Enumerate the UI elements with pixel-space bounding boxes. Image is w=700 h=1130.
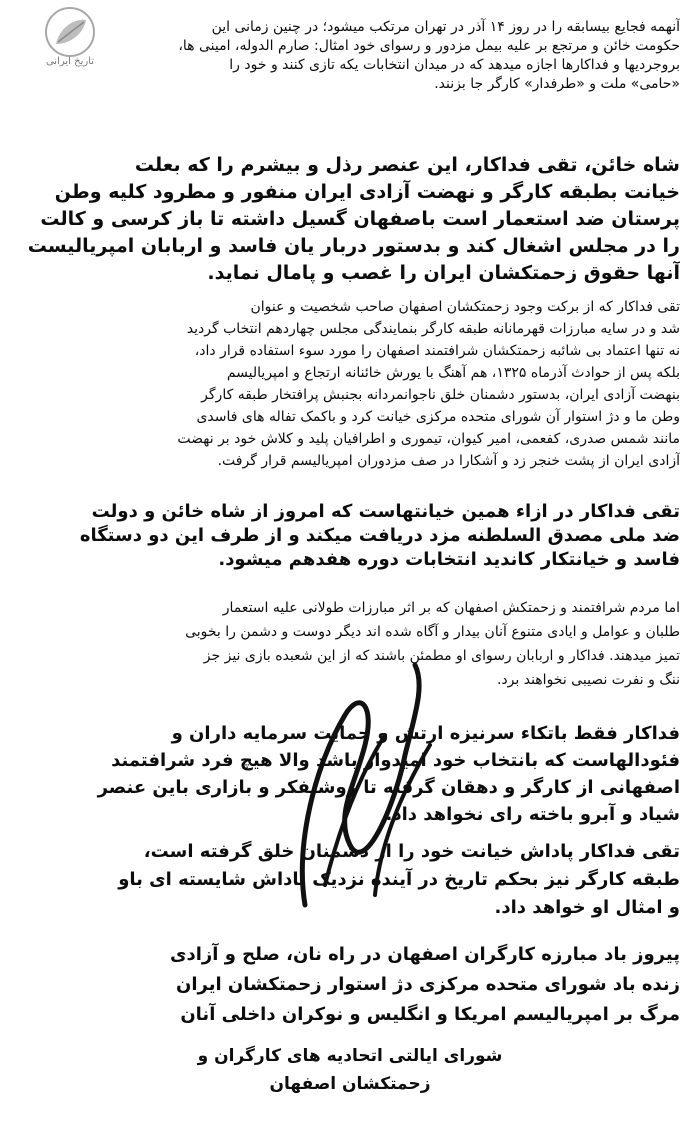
reward-paragraph — [28, 500, 680, 572]
slogans — [40, 940, 680, 1030]
text-line: تمیز میدهند. فداکار و اربابان رسوای او مطمئن باشند که از این شعبده بازی نیز جز — [203, 648, 680, 664]
text-line: فاسد و خیانتکار کاندید انتخابات دوره هفدهم میشود. — [218, 549, 680, 570]
slogan-line: زنده باد شورای متحده مرکزی دژ استوار زحمتکشان ایران — [176, 974, 680, 995]
text-line: آنهمه فجایع بیسابقه را در روز ۱۴ آذر در تهران مرتکب میشود؛ در چنین زمانی این — [211, 19, 680, 35]
text-line: پرستان ضد استعمار است باصفهان گسیل داشته تا باز کرسی و کالت — [40, 208, 680, 230]
slogan-line: مرگ بر امپریالیسم امریکا و انگلیس و نوکران داخلی آنان — [180, 1004, 680, 1025]
slogan-line: پیروز باد مبارزه کارگران اصفهان در راه نان، صلح و آزادی — [169, 944, 680, 965]
people-paragraph — [30, 596, 680, 692]
army-paragraph — [28, 720, 680, 828]
punishment-paragraph — [28, 838, 680, 922]
text-line: فئودالهاست که بانتخاب خود امیدوار باشد والا هیچ فرد شرافتمند — [111, 750, 680, 771]
text-line: نه تنها اعتماد بی شائبه زحمتکشان شرافتمند اصفهان را مورد سوء استفاده قرار داد، — [194, 343, 680, 359]
text-line: شد و در سایه مبارزات قهرمانانه طبقه کارگر بنمایندگی مجلس چهاردهم انتخاب گردید — [186, 321, 680, 337]
text-line: تقی فداکار که از برکت وجود زحمتکشان اصفهان صاحب شخصیت و عنوان — [250, 299, 680, 315]
text-line: شاه خائن، تقی فداکار، این عنصر رذل و بیشرم را که بعلت — [134, 154, 680, 176]
text-line: تقی فداکار پاداش خیانت خود را از دشمنان خلق گرفته است، — [143, 841, 680, 862]
signature-block — [100, 1042, 600, 1098]
text-line: را در مجلس اشغال کند و بدستور دربار یان فاسد و اربابان امپریالیست — [28, 235, 680, 257]
text-line: بلکه پس از حوادث آذرماه ۱۳۲۵، هم آهنگ با یورش خائنانه ارتجاع و امپریالیسم — [226, 365, 680, 381]
text-line: طلبان و عوامل و ایادی متنوع آنان بیدار و آگاه شده اند دیگر دوست و دشمن را بخوبی — [185, 624, 680, 640]
text-line: تقی فداکار در ازاء همین خیانتهاست که امروز از شاه خائن و دولت — [91, 501, 680, 522]
watermark-text: تاریخ ایرانی — [45, 56, 95, 67]
text-line: خیانت بطبقه کارگر و نهضت آزادی ایران منفور و مطرود کلیه وطن — [54, 181, 680, 203]
intro-paragraph — [70, 18, 680, 94]
text-line: وطن ما و دژ استوار آن شورای متحده مرکزی خیانت کرد و باکمک تفاله های فاسدی — [196, 409, 680, 425]
shah-khaen-paragraph — [28, 152, 680, 287]
text-line: ضد ملی مصدق السلطنه مزد دریافت میکند و از طرف این دو دستگاه — [79, 525, 680, 546]
text-line: اما مردم شرافتمند و زحمتکش اصفهان که بر اثر مبارزات طولانی علیه استعمار — [222, 600, 680, 616]
signature-line: زحمتکشان اصفهان — [269, 1074, 431, 1094]
text-line: بروجردیها و فداکارها اجازه میدهد که در میدان انتخابات یکه تازی کنند و خود را — [229, 57, 680, 73]
text-line: مانند شمس صدری، کفعمی، امیر کیوان، تیموری و اطرافیان پلید و کلاش خود بر نهضت — [177, 431, 680, 447]
text-line: شیاد و آبرو باخته رای نخواهد داد. — [385, 804, 680, 825]
text-line: فداکار فقط باتکاء سرنیزه ارتش و حمایت سرمایه داران و — [171, 723, 680, 744]
text-line: آنها حقوق زحمتکشان ایران را غصب و پامال نماید. — [207, 262, 680, 284]
text-line: آزادی ایران از پشت خنجر زد و آشکارا در صف مزدوران امپریالیسم قرار گرفت. — [217, 453, 680, 469]
history-paragraph — [30, 296, 680, 472]
text-line: طبقه کارگر نیز بحکم تاریخ در آینده نزدیک پاداش شایسته ای باو — [118, 869, 680, 890]
text-line: اصفهانی از کارگر و دهقان گرفته تا روشنفکر و بازاری باین عنصر — [97, 777, 680, 798]
text-line: «حامی» ملت و «طرفدار» کارگر جا بزنند. — [434, 76, 680, 92]
text-line: و امثال او خواهد داد. — [494, 897, 680, 918]
text-line: ننگ و نفرت نصیبی نخواهند برد. — [496, 672, 680, 688]
signature-line: شورای ایالتی اتحادیه های کارگران و — [197, 1046, 503, 1066]
text-line: حکومت خائن و مرتجع بر علیه بیمل مزدور و رسوای خود امثال: صارم الدوله، امینی ها، — [178, 38, 680, 54]
text-line: بنهضت آزادی ایران، بدستور دشمنان خلق ناجوانمردانه بجنبش پرافتخار طبقه کارگر — [201, 387, 680, 403]
